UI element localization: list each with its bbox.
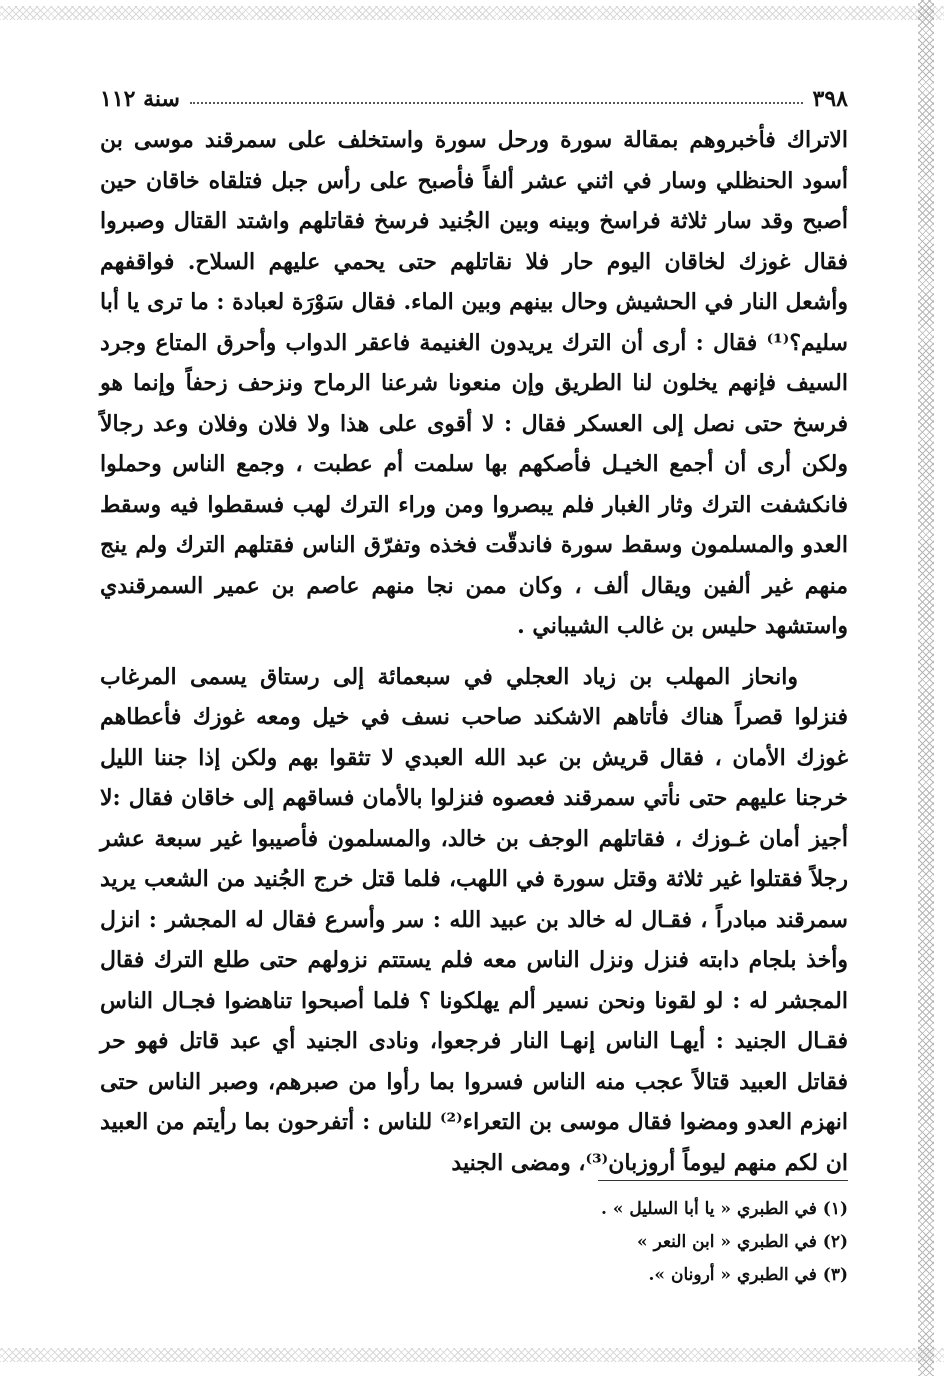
footnotes (100, 1180, 848, 1292)
top-decorative-border (0, 6, 944, 20)
body-paragraph-1: الاتراك فأخبروهم بمقالة سورة ورحل سورة واستخلف على سمرقند موسى بن أسود الحنظلي وسار في اثني عشر ألفاً فأصبح على رأس جبل فتلقاه خاقان حين أصبح وقد سار ثلاثة فراسخ وبينه وبين الجُنيد فرسخ فقاتلهم واشتد القتال وصبروا فقال غوزك لخاقان اليوم حار فلا نقاتلهم حتى يحمي عليهم السلاح. فواقفهم وأشعل النار في الحشيش وحال بينهم وبين الماء. فقال سَوْرَة لعبادة : ما ترى يا أبا سليم؟⁽¹⁾ فقال : أرى أن الترك يريدون الغنيمة فاعقر الدواب وأحرق المتاع وجرد السيف فإنهم يخلون لنا الطريق وإن منعونا شرعنا الرماح ونزحف زحفاً وإنما هو فرسخ حتى نصل إلى العسكر فقال : لا أقوى على هذا ولا فلان وفلان وعد رجالاً ولكن أرى أن أجمع الخيـل فأصكهم بها سلمت أم عطبت ، وجمع الناس وحملوا فانكشفت الترك وثار الغبار فلم يبصروا ومن وراء الترك لهب فسقطوا فيه وسقط العدو والمسلمون وسقط سورة فاندقّت فخذه وتفرّق الناس فقتلهم الترك ولم ينج منهم غير ألفين ويقال ألف ، وكان ممن نجا منهم عاصم بن عمير السمرقندي واستشهد حليس بن غالب الشيباني . (100, 127, 848, 639)
header-year: سنة ١١٢ (100, 86, 180, 112)
page-content (100, 78, 848, 1183)
footnote-separator (598, 1180, 848, 1181)
right-decorative-border (918, 0, 934, 1376)
footnote-3: (٣) في الطبري « أرونان ». (648, 1265, 848, 1285)
header-dotted-leader (190, 102, 803, 104)
bottom-decorative-border (0, 1348, 944, 1362)
page-header (100, 78, 848, 120)
body-paragraph-2: وانحاز المهلب بن زياد العجلي في سبعمائة إلى رستاق يسمى المرغاب فنزلوا قصراً هناك فأتاهم الاشكند صاحب نسف في خيل ومعه غوزك فأعطاهم غوزك الأمان ، فقال قريش بن عبد الله العبدي لا تثقوا بهم ولكن إذا جننا الليل خرجنا عليهم حتى نأتي سمرقند فعصوه فنزلوا بالأمان فساقهم إلى خاقان فقال :لا أجيز أمان غـوزك ، فقاتلهم الوجف بن خالد، والمسلمون فأصيبوا غير سبعة عشر رجلاً فقتلوا غير ثلاثة وقتل سورة في اللهب، فلما قتل خرج الجُنيد من الشعب يريد سمرقند مبادراً ، فقـال له خالد بن عبيد الله : سر وأسرع فقال له المجشر : انزل وأخذ بلجام دابته فنزل ونزل الناس معه فلم يستتم نزولهم حتى طلع الترك فقال المجشر له : لو لقونا ونحن نسير ألم يهلكونا ؟ فلما أصبحوا تناهضوا فجـال الناس فقـال الجنيد : أيهـا الناس إنهـا النار فرجعوا، ونادى الجنيد أي عبد قاتل فهو حر فقاتل العبيد قتالاً عجب منه الناس فسروا بما رأوا من صبرهم، وصبر الناس حتى انهزم العدو ومضوا فقال موسى بن التعراء⁽²⁾ للناس : أتفرحون بما رأيتم من العبيد ان لكم منهم ليوماً أروزبان⁽³⁾، ومضى الجنيد (100, 663, 849, 1176)
page-number: ٣٩٨ (812, 86, 848, 112)
footnote-2: (٢) في الطبري « ابن النعر » (637, 1232, 848, 1252)
footnote-1: (١) في الطبري « يا أبا السليل » . (601, 1199, 848, 1219)
